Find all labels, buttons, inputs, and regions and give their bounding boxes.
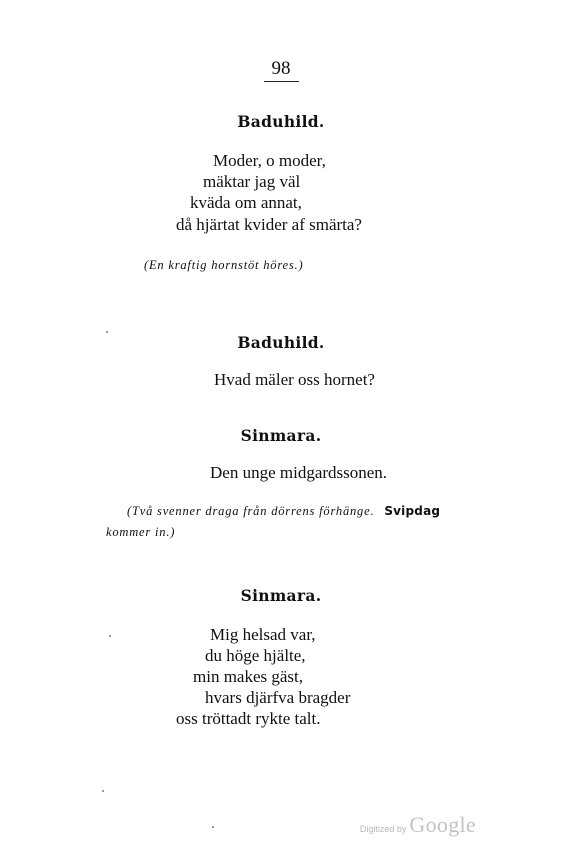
speaker-heading: Sinmara.	[240, 586, 322, 605]
google-logo: Google	[409, 812, 476, 837]
verse-line: Den unge midgardssonen.	[210, 463, 388, 482]
speaker-heading: Baduhild.	[237, 112, 325, 131]
page-number	[0, 58, 562, 82]
stage-direction-text: (Två svenner draga från dörrens förhänge.	[127, 504, 375, 518]
stage-direction: (En kraftig hornstöt höres.)	[144, 258, 304, 272]
speaker-heading: Sinmara.	[240, 426, 322, 445]
verse-line: kväda om annat,	[190, 193, 302, 212]
verse-line: du höge hjälte,	[205, 646, 306, 665]
verse-line: Moder, o moder,	[213, 151, 326, 170]
scan-speck	[109, 635, 111, 637]
stage-direction: kommer in.)	[106, 525, 176, 539]
speaker-heading: Baduhild.	[237, 333, 325, 352]
stage-direction	[127, 504, 440, 519]
verse-line: hvars djärfva bragder	[205, 688, 351, 707]
verse-line: oss tröttadt rykte talt.	[176, 709, 321, 728]
verse-line: Hvad mäler oss hornet?	[214, 370, 375, 389]
verse-line: då hjärtat kvider af smärta?	[176, 215, 362, 234]
verse-line: min makes gäst,	[193, 667, 304, 686]
digitized-watermark	[360, 812, 476, 838]
scan-speck	[212, 826, 214, 828]
page-number-text: 98	[264, 59, 299, 82]
scan-speck	[102, 790, 104, 792]
watermark-prefix: Digitized by	[359, 824, 407, 834]
scan-speck	[106, 331, 108, 333]
character-name: Svipdag	[384, 504, 441, 518]
verse-line: mäktar jag väl	[203, 172, 301, 191]
verse-line: Mig helsad var,	[210, 625, 316, 644]
